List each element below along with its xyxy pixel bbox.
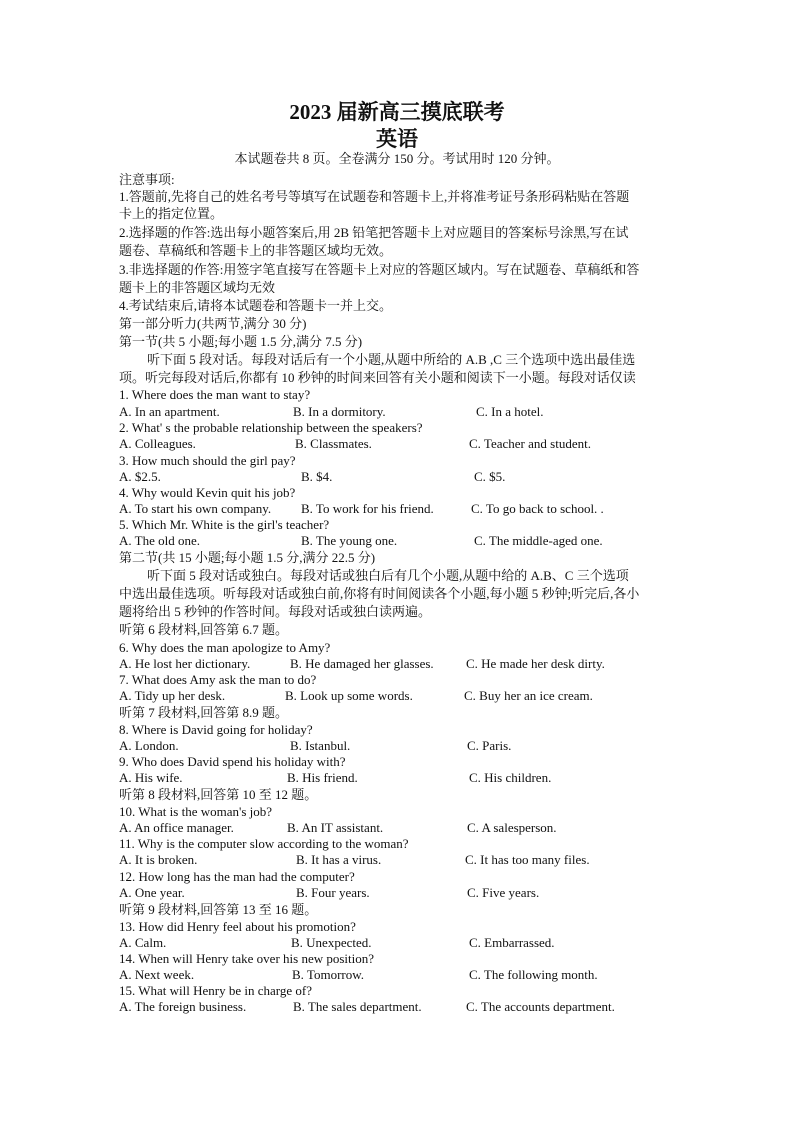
question-text: 10. What is the woman's job? [119,804,273,819]
section-instructions: 听下面 5 段对话。每段对话后有一个小题,从题中所给的 A.B ,C 三个选项中选出最佳选 [147,352,636,367]
question-text: 7. What does Amy ask the man to do? [119,672,317,687]
option-b: B. Look up some words. [285,688,413,703]
question-text: 13. How did Henry feel about his promotion? [119,919,356,934]
option-b: B. The sales department. [293,999,422,1014]
note-line: 卡上的指定位置。 [119,206,224,221]
option-a: A. London. [119,738,179,753]
note-line: 题卡上的非答题区域均无效 [119,280,276,295]
note-line: 3.非选择题的作答:用签字笔直接写在答题卡上对应的答题区域内。写在试题卷、草稿纸和答 [119,262,640,277]
section-heading: 第二节(共 15 小题;每小题 1.5 分,满分 22.5 分) [119,550,376,565]
option-b: B. Four years. [296,885,370,900]
option-c: C. In a hotel. [476,404,544,419]
section-instructions: 中选出最佳选项。听每段对话或独白前,你将有时间阅读各个小题,每小题 5 秒钟;听完后,各小 [119,586,640,601]
note-line: 1.答题前,先将自己的姓名考号等填写在试题卷和答题卡上,并将准考证号条形码粘贴在答题 [119,189,630,204]
option-b: B. The young one. [301,533,398,548]
exam-title: 2023 届新高三摸底联考 [289,100,505,124]
question-text: 14. When will Henry take over his new position? [119,951,375,966]
exam-subject: 英语 [376,127,418,151]
question-text: 2. What' s the probable relationship between the speakers? [119,420,423,435]
section-instructions: 题将给出 5 秒钟的作答时间。每段对话或独白读两遍。 [119,604,432,619]
option-a: A. Calm. [119,935,167,950]
option-b: B. $4. [301,469,333,484]
option-c: C. The following month. [469,967,598,982]
option-a: A. Colleagues. [119,436,196,451]
option-a: A. He lost her dictionary. [119,656,251,671]
question-text: 12. How long has the man had the computer? [119,869,355,884]
option-c: C. To go back to school. . [471,501,604,516]
section-heading: 第一节(共 5 小题;每小题 1.5 分,满分 7.5 分) [119,334,363,349]
option-b: B. Classmates. [295,436,372,451]
option-b: B. Tomorrow. [292,967,365,982]
note-line: 2.选择题的作答:选出每小题答案后,用 2B 铅笔把答题卡上对应题目的答案标号涂黑,写在试 [119,225,629,240]
question-text: 8. Where is David going for holiday? [119,722,313,737]
exam-info: 本试题卷共 8 页。全卷满分 150 分。考试用时 120 分钟。 [234,151,560,166]
section-instructions: 听下面 5 段对话或独白。每段对话或独白后有几个小题,从题中给的 A.B、C 三个选项 [147,568,629,583]
option-b: B. He damaged her glasses. [290,656,434,671]
option-b: B. It has a virus. [296,852,382,867]
option-c: C. His children. [469,770,552,785]
material-label: 听第 6 段材料,回答第 6.7 题。 [119,622,289,637]
question-text: 1. Where does the man want to stay? [119,387,311,402]
option-c: C. $5. [474,469,506,484]
option-c: C. It has too many files. [465,852,590,867]
option-a: A. One year. [119,885,185,900]
notes-heading: 注意事项: [119,172,175,187]
option-b: B. His friend. [287,770,358,785]
question-text: 9. Who does David spend his holiday with? [119,754,346,769]
part-heading: 第一部分听力(共两节,满分 30 分) [119,316,307,331]
material-label: 听第 7 段材料,回答第 8.9 题。 [119,705,289,720]
option-b: B. An IT assistant. [287,820,384,835]
option-a: A. An office manager. [119,820,234,835]
question-text: 4. Why would Kevin quit his job? [119,485,296,500]
question-text: 15. What will Henry be in charge of? [119,983,313,998]
option-c: C. Teacher and student. [469,436,591,451]
option-a: A. Next week. [119,967,195,982]
option-a: A. Tidy up her desk. [119,688,226,703]
option-b: B. To work for his friend. [301,501,434,516]
option-c: C. He made her desk dirty. [466,656,605,671]
option-a: A. His wife. [119,770,183,785]
option-a: A. The old one. [119,533,200,548]
option-c: C. Buy her an ice cream. [464,688,593,703]
option-a: A. In an apartment. [119,404,220,419]
option-c: C. Paris. [467,738,512,753]
option-c: C. A salesperson. [467,820,557,835]
option-a: A. It is broken. [119,852,198,867]
option-c: C. The middle-aged one. [474,533,603,548]
option-c: C. The accounts department. [466,999,615,1014]
option-b: B. Unexpected. [291,935,372,950]
question-text: 5. Which Mr. White is the girl's teacher? [119,517,330,532]
material-label: 听第 9 段材料,回答第 13 至 16 题。 [119,902,318,917]
option-c: C. Embarrassed. [469,935,555,950]
option-a: A. $2.5. [119,469,161,484]
section-instructions: 项。听完每段对话后,你都有 10 秒钟的时间来回答有关小题和阅读下一小题。每段对话仅读 [119,370,636,385]
note-line: 题卷、草稿纸和答题卡上的非答题区域均无效。 [119,243,393,258]
option-a: A. To start his own company. [119,501,272,516]
note-line: 4.考试结束后,请将本试题卷和答题卡一并上交。 [119,298,393,313]
option-a: A. The foreign business. [119,999,247,1014]
option-c: C. Five years. [467,885,540,900]
question-text: 3. How much should the girl pay? [119,453,296,468]
question-text: 6. Why does the man apologize to Amy? [119,640,331,655]
option-b: B. Istanbul. [290,738,351,753]
material-label: 听第 8 段材料,回答第 10 至 12 题。 [119,787,318,802]
option-b: B. In a dormitory. [293,404,386,419]
question-text: 11. Why is the computer slow according to the woman? [119,836,409,851]
